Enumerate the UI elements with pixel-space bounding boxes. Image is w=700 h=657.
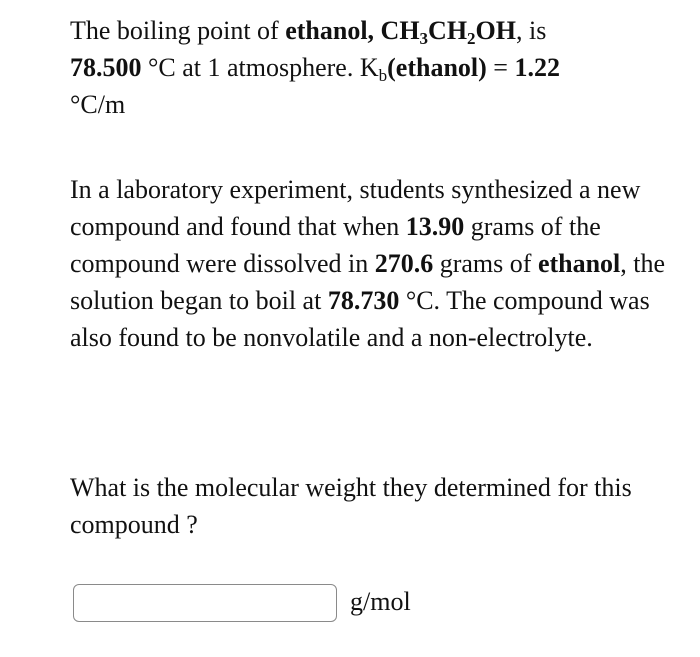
text-segment: °C. The compound was also found to be nonvolatile and a non-electrolyte. (70, 286, 650, 352)
kb-subscript: b (378, 66, 388, 85)
question-text: What is the molecular weight they determined for this compound ? (70, 473, 632, 539)
text-segment: The boiling point of (70, 16, 286, 45)
molecular-weight-answer-input[interactable] (73, 584, 337, 622)
kb-ethanol: (ethanol) (387, 53, 487, 82)
text-segment: grams of (433, 249, 538, 278)
text-segment: , is (516, 16, 547, 45)
text-segment: °C at 1 atmosphere. K (141, 53, 379, 82)
kb-value: 1.22 (514, 53, 560, 82)
text-segment: grams of the compound were dissolved in (70, 212, 601, 278)
solvent-name: ethanol (537, 249, 621, 278)
ethanol-formula: ethanol, $CH_3CH_2OH$ (285, 16, 516, 48)
problem-statement-boiling-point (70, 12, 670, 123)
new-boiling-point: 78.730 (327, 286, 400, 315)
solvent-mass: 270.6 (374, 249, 434, 278)
text-segment: , the solution began to boil at (70, 249, 666, 315)
kb-unit: °C/m (70, 90, 126, 119)
text-segment: = (486, 53, 515, 82)
answer-unit-label: g/mol (350, 587, 411, 616)
text-segment: In a laboratory experiment, students synthesized a new compound and found that when (70, 175, 641, 241)
compound-mass: 13.90 (405, 212, 465, 241)
experiment-description (70, 171, 690, 356)
boiling-point-value: 78.500 (70, 53, 142, 82)
